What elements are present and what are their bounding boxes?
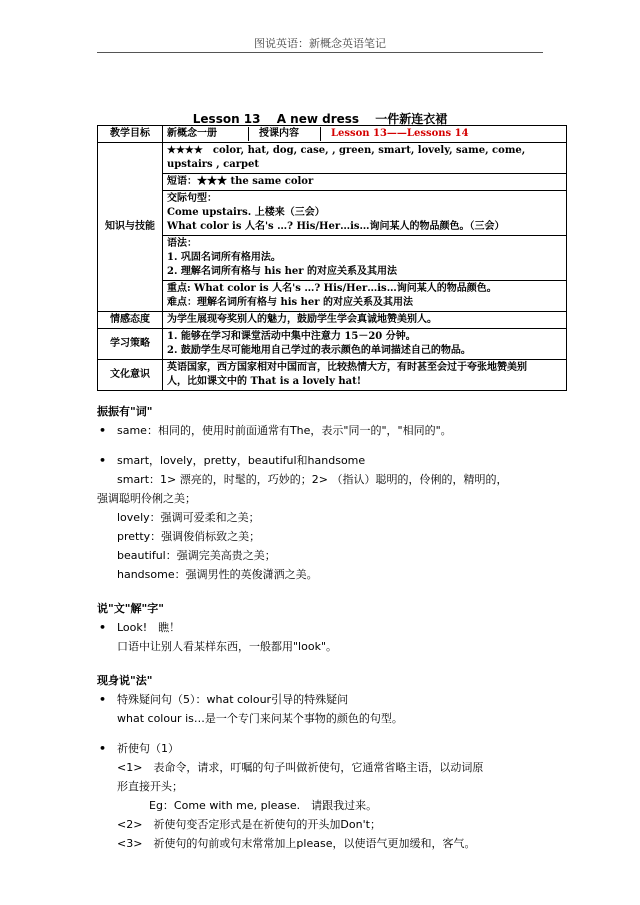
key-point: 重点: What color is 人名's …? His/Her…is…询问某人的物品颜色。 <box>167 283 497 294</box>
lesson-name-chinese: 一件新连衣裙 <box>375 112 448 126</box>
grammar-1: 1. 巩固名词所有格用法。 <box>167 252 281 263</box>
content-value: Lesson 13——Lessons 14 <box>330 128 469 139</box>
content-label: 授课内容 <box>258 128 299 139</box>
knowledge-label: 知识与技能 <box>98 143 163 312</box>
spacer <box>97 584 557 595</box>
table-row <box>98 143 567 312</box>
note-line: smart：1> 漂亮的，时髦的，巧妙的；2> （指认）聪明的，伶俐的，精明的， <box>117 473 508 486</box>
note-line: what colour is…是一个专门来问某个事物的颜色的句型。 <box>117 712 403 725</box>
page-header: 图说英语：新概念英语笔记 <box>254 37 386 50</box>
note-line: pretty：强调俊俏标致之美； <box>117 530 261 543</box>
section-title-text: 说"文"解"字" <box>97 602 164 615</box>
sentence-1: Come upstairs. 上楼来（三会） <box>167 207 325 218</box>
strategy-cell <box>163 329 567 360</box>
culture-line-1: 英语国家，西方国家相对中国而言，比较热情大方，有时甚至会过于夸张地赞美别 <box>167 362 527 373</box>
culture-cell <box>163 360 567 391</box>
lesson-name: A new dress <box>276 112 360 126</box>
note-line: 形直接开头； <box>117 780 183 793</box>
table-row <box>98 329 567 360</box>
note-line: beautiful：强调完美高贵之美； <box>117 549 276 562</box>
grammar-title: 语法： <box>167 238 197 249</box>
key-point-block <box>163 280 566 310</box>
section-title-words: 振振有"词" <box>97 405 153 418</box>
section-title-grammar: 现身说"法" <box>97 674 153 687</box>
grammar-block <box>163 235 566 279</box>
note-line: handsome：强调男性的英俊潇洒之美。 <box>117 568 318 581</box>
phrase-line <box>163 173 566 189</box>
strategy-1: 1. 能够在学习和课堂活动中集中注意力 15－20 分钟。 <box>167 331 416 342</box>
lesson-plan-table <box>97 125 567 391</box>
note-line: 强调聪明伶俐之美； <box>97 492 196 505</box>
note-line: Eg：Come with me, please. 请跟我过来。 <box>149 799 378 812</box>
emotion-label: 情感态度 <box>98 312 163 329</box>
note-line: <1> 表命令，请求，叮嘱的句子叫做祈使句，它通常省略主语，以动词原 <box>117 761 484 774</box>
list-item: • 特殊疑问句（5）：what colour引导的特殊疑问 <box>97 690 557 709</box>
knowledge-cell <box>163 143 567 312</box>
list-item: • same：相同的，使用时前面通常有The，表示"同一的"，"相同的"。 <box>97 421 557 440</box>
strategy-label: 学习策略 <box>98 329 163 360</box>
spacer <box>97 728 557 739</box>
note-line: lovely：强调可爱柔和之美； <box>117 511 260 524</box>
lesson-number: Lesson 13 <box>192 112 261 126</box>
difficult-point: 难点：理解名词所有格与 his her 的对应关系及其用法 <box>167 297 414 308</box>
grammar-2: 2. 理解名词所有格与 his her 的对应关系及其用法 <box>167 266 397 277</box>
header-rule <box>97 52 543 53</box>
culture-label: 文化意识 <box>98 360 163 391</box>
note-line: <3> 祈使句的句前或句末常常加上please，以使语气更加缓和，客气。 <box>117 837 476 850</box>
cell-divider <box>220 127 249 141</box>
emotion-value: 为学生展现夸奖别人的魅力，鼓励学生学会真诚地赞美别人。 <box>163 312 567 329</box>
culture-line-2: 人，比如课文中的 That is a lovely hat! <box>167 376 362 387</box>
sentence-title: 交际句型： <box>167 193 217 204</box>
sentence-block <box>163 190 566 234</box>
cell-divider <box>302 127 321 141</box>
phrase-value: the same color <box>230 176 314 187</box>
sentence-2: What color is 人名's …? His/Her…is…询问某人的物品颜色。（三会） <box>167 221 505 232</box>
vocab-line: ★★★★ color, hat, dog, case, , green, smart, lovely, same, come, upstairs , carpet <box>167 145 526 170</box>
teaching-goal-label: 教学目标 <box>98 126 163 143</box>
table-row <box>98 360 567 391</box>
list-item: • 祈使句（1） <box>97 739 557 758</box>
table-row <box>98 126 567 143</box>
list-item: • smart，lovely，pretty，beautiful和handsome <box>97 451 557 470</box>
strategy-2: 2. 鼓励学生尽可能地用自己学过的表示颜色的单词描述自己的物品。 <box>167 345 471 356</box>
phrase-title: 短语：★★★ <box>167 176 227 187</box>
spacer <box>97 656 557 667</box>
table-row <box>98 312 567 329</box>
note-line: <2> 祈使句变否定形式是在祈使句的开头加Don't； <box>117 818 381 831</box>
book-name: 新概念一册 <box>167 128 217 139</box>
note-line: 口语中让别人看某样东西，一般都用"look"。 <box>117 640 338 653</box>
spacer <box>97 440 557 451</box>
notes-section <box>97 398 557 853</box>
book-cell <box>163 126 567 143</box>
list-item: • Look! 瞧！ <box>97 618 557 637</box>
